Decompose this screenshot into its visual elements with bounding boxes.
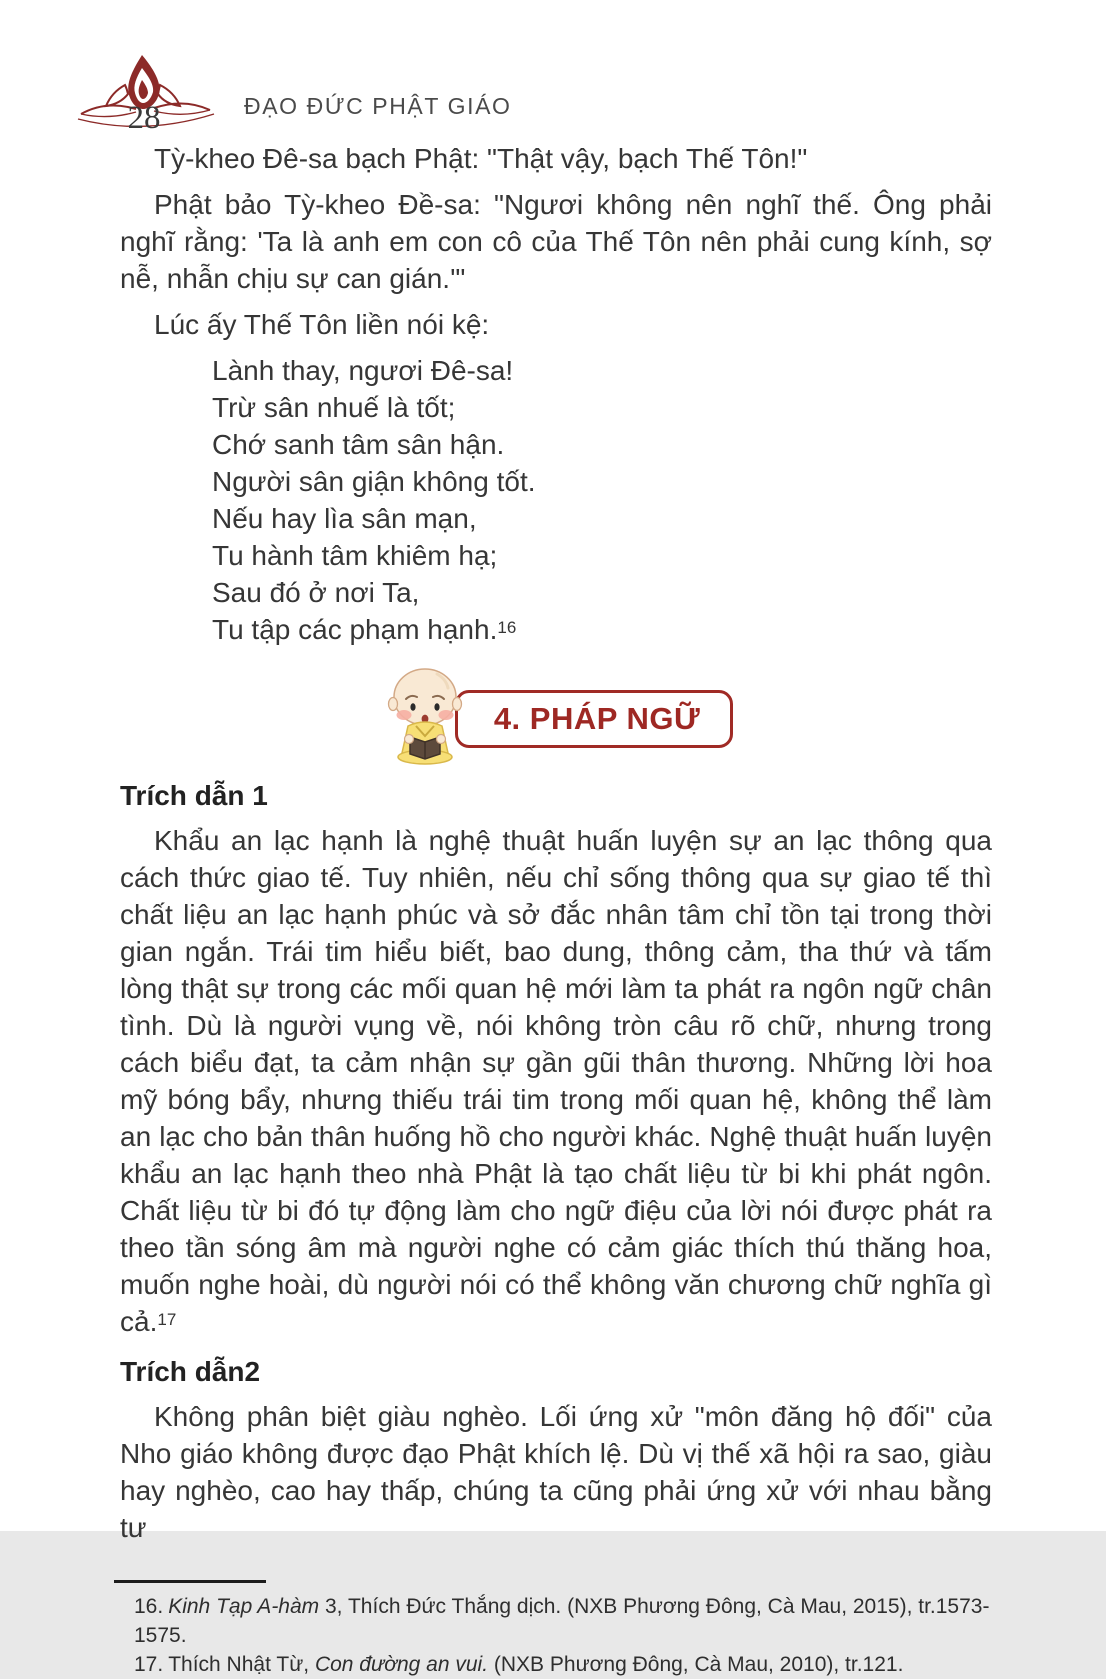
verse-line-last: Tu tập các phạm hạnh.$^{16}$: [212, 614, 517, 645]
section-title-pill: 4. PHÁP NGỮ: [455, 690, 733, 748]
quote2-body: Không phân biệt giàu nghèo. Lối ứng xử "môn đăng hộ đối" của Nho giáo không được đạo Phật khích lệ. Dù vị thế xã hội ra sao, giàu hay nghèo, cao hay thấp, chúng ta cũng phải ứng xử với nhau bằng tư: [120, 1401, 992, 1543]
verse-line: Tu hành tâm khiêm hạ;: [212, 540, 498, 571]
verse-line: Sau đó ở nơi Ta,: [212, 577, 420, 608]
page-content: [120, 140, 992, 1679]
footnote-ref-17: 17: [157, 1310, 177, 1329]
footnote-ref-16: 16: [497, 618, 517, 637]
verse-line: Lành thay, ngươi Đê-sa!: [212, 355, 514, 386]
footnote-17: 17. Thích Nhật Từ, Con đường an vui. (NXB Phương Đông, Cà Mau, 2010), tr.121.: [134, 1653, 904, 1676]
quote1-heading: Trích dẫn 1: [120, 780, 268, 811]
page-header: [78, 52, 512, 146]
quote2-heading: Trích dẫn2: [120, 1356, 261, 1387]
running-head-title: ĐẠO ĐỨC PHẬT GIÁO: [244, 92, 512, 119]
dialogue-paragraph-2: Phật bảo Tỳ-kheo Đề-sa: "Ngươi không nên nghĩ thế. Ông phải nghĩ rằng: 'Ta là anh em con cô của Thế Tôn nên phải cung kính, sợ nễ, nhẫn chịu sự can gián.'": [120, 189, 992, 294]
verse-intro: Lúc ấy Thế Tôn liền nói kệ:: [154, 309, 490, 340]
section-badge: [120, 662, 992, 764]
verse-line: Trừ sân nhuế là tốt;: [212, 392, 456, 423]
verse-line: Chớ sanh tâm sân hận.: [212, 429, 505, 460]
dialogue-paragraph-1: Tỳ-kheo Đê-sa bạch Phật: "Thật vậy, bạch Thế Tôn!": [154, 143, 808, 174]
footnote-16: 16. Kinh Tạp A-hàm 3, Thích Đức Thắng dịch. (NXB Phương Đông, Cà Mau, 2015), tr.1573-1575.: [134, 1595, 990, 1647]
page-number: 28: [127, 100, 161, 136]
footnotes-block: [120, 1580, 992, 1679]
lotus-page-ornament-icon: [78, 52, 214, 146]
verse-block: [120, 352, 992, 648]
verse-line: Người sân giận không tốt.: [212, 466, 536, 497]
quote1-body: Khẩu an lạc hạnh là nghệ thuật huấn luyện sự an lạc thông qua cách thức giao tế. Tuy nhiên, nếu chỉ sống thông qua sự giao tế thì chất liệu an lạc hạnh phúc và sở đắc nhân tâm chỉ tồn tại trong thời gian ngắn. Trái tim hiểu biết, bao dung, thông cảm, tha thứ và tấm lòng thật sự trong các mối quan hệ mới làm ta phát ra ngôn ngữ chân tình. Dù là người vụng về, nói không tròn câu rõ chữ, nhưng trong cách biểu đạt, ta cảm nhận sự gần gũi thân thương. Những lời hoa mỹ bóng bẩy, nhưng thiếu trái tim trong mối quan hệ, không thể làm an lạc cho bản thân huống hồ cho người khác. Nghệ thuật huấn luyện khẩu an lạc hạnh theo nhà Phật là tạo chất liệu từ bi khi phát ngôn. Chất liệu từ bi đó tự động làm cho ngữ điệu của lời nói được phát ra theo tần sóng âm mà người nghe có cảm giác thích thú thăng hoa, muốn nghe hoài, dù người nói có thể không văn chương chữ nghĩa gì cả.$^{17}$: [120, 825, 992, 1337]
monk-mascot-icon: [379, 664, 471, 764]
verse-line: Nếu hay lìa sân mạn,: [212, 503, 477, 534]
footnote-separator: [114, 1580, 266, 1583]
